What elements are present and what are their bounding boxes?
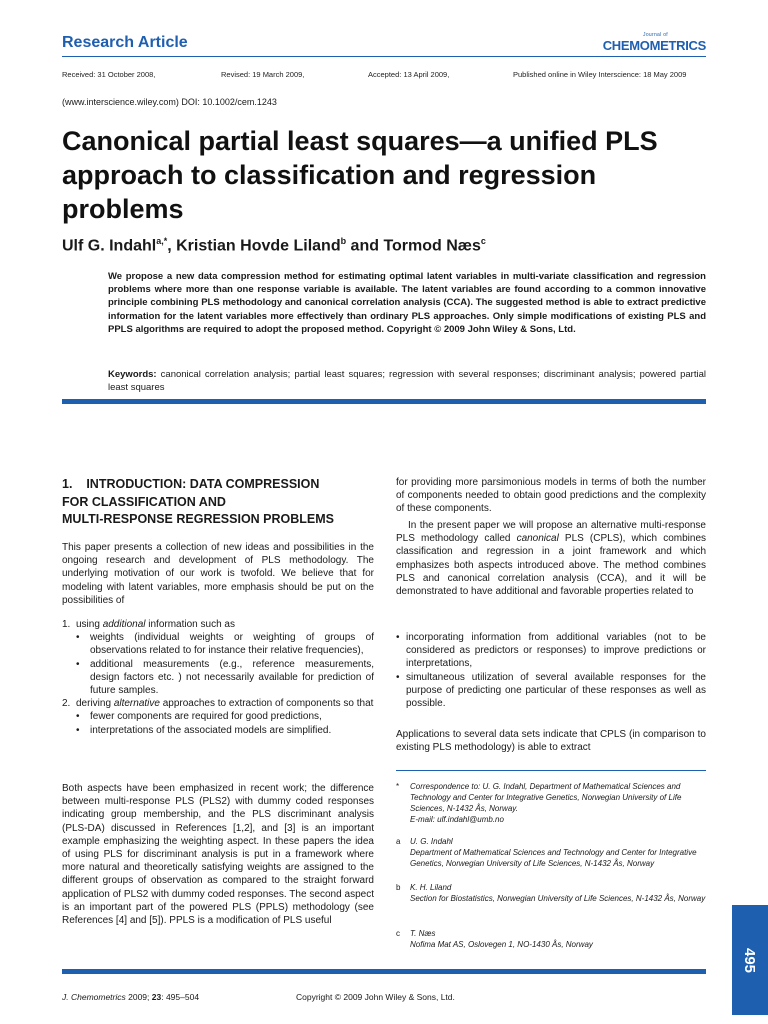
footnote-affiliation-b <box>396 882 706 904</box>
author-3-affiliation: c <box>480 236 486 246</box>
citation-pages: : 495–504 <box>161 992 200 1002</box>
journal-logo-name: CHEMOMETRICS <box>602 38 706 53</box>
list-subitem: • additional measurements (e.g., reference measurements, design factors etc. ) not necessarily available for prediction of future samples. <box>76 658 374 697</box>
footnote-rule <box>396 770 706 771</box>
footer-citation <box>62 992 199 1002</box>
right-paragraph-2 <box>396 519 706 598</box>
keywords-text: canonical correlation analysis; partial least squares; regression with several responses; discriminant analysis; powered partial least squares <box>108 369 706 394</box>
author-2-affiliation: b <box>340 236 347 246</box>
article-title: Canonical partial least squares—a unified PLS approach to classification and regression problems <box>62 126 658 224</box>
list-item: • incorporating information from additional variables (not to be considered as predictors or responses) to improve predictions or interpretations, <box>396 632 706 670</box>
author-2: Kristian Hovde Liland <box>176 237 341 255</box>
list-item: 1. using additional information such as <box>62 619 235 630</box>
numbered-list <box>62 618 374 737</box>
list-item-emphasis: additional <box>102 619 146 630</box>
date-accepted: Accepted: 13 April 2009, <box>368 70 450 79</box>
author-1-affiliation: a,* <box>156 236 168 246</box>
footnote-mark: b <box>396 883 401 892</box>
footnote-email[interactable]: E-mail: ulf.indahl@umb.no <box>410 815 504 824</box>
section-heading-line: MULTI-RESPONSE REGRESSION PROBLEMS <box>62 512 335 526</box>
keywords <box>108 368 706 394</box>
footnote-mark: * <box>396 782 400 791</box>
list-item-emphasis: alternative <box>113 698 160 710</box>
section-heading-line: 1. INTRODUCTION: DATA COMPRESSION <box>62 477 320 491</box>
list-item-text: incorporating information from additional variables (not to be considered as predictors or responses) to improve predictions or interpretations, <box>406 632 706 670</box>
list-item-text: simultaneous utilization of several available responses for the purpose of predicting one particular of these responses as well as possible. <box>406 671 706 710</box>
list-subitem-text: interpretations of the associated models are simplified. <box>90 724 332 736</box>
list-subitem: • weights (individual weights or weighting of groups of observations related to for instance their relative frequencies), <box>76 632 374 657</box>
footnote-affiliation-a <box>396 836 706 869</box>
list-item-text: using <box>76 619 103 630</box>
right-paragraph-1: for providing more parsimonious models in terms of both the number of components needed to obtain good predictions and the complexity of these components. <box>396 477 706 515</box>
list-item-text: deriving <box>76 698 114 710</box>
section-heading-line: FOR CLASSIFICATION AND <box>62 494 226 509</box>
date-revised: Revised: 19 March 2009, <box>221 70 305 79</box>
doi-line[interactable]: (www.interscience.wiley.com) DOI: 10.1002/cem.1243 <box>62 97 277 107</box>
date-received: Received: 31 October 2008, <box>62 70 156 79</box>
right-paragraph-3: Applications to several data sets indicate that CPLS (in comparison to existing PLS methodology) is able to extract <box>396 729 706 754</box>
list-subitem-text: additional measurements (e.g., reference measurements, design factors etc. ) not necessarily available for prediction of future samples. <box>90 658 374 697</box>
author-separator: , <box>167 237 177 255</box>
footnote-text: Section for Biostatistics, Norwegian University of Life Sciences, N-1432 Ås, Norway <box>410 894 706 903</box>
footnote-text: Department of Mathematical Sciences and Technology and Center for Integrative Genetics, Norwegian University of Life Sciences, N-1432 Ås, Norway <box>410 848 697 868</box>
page-number <box>732 940 768 980</box>
keywords-label: Keywords: <box>108 369 157 380</box>
list-subitem: • interpretations of the associated models are simplified. <box>76 724 332 736</box>
page-number-text: 495 <box>741 947 759 973</box>
footnote-name: T. Næs <box>410 929 436 938</box>
paragraph-emphasis: canonical <box>516 533 559 545</box>
author-list <box>62 236 486 255</box>
footer-rule <box>62 969 706 974</box>
list-subitem-text: weights (individual weights or weighting of groups of observations related to for instance their relative frequencies), <box>90 632 374 657</box>
footnote-affiliation-c <box>396 928 706 950</box>
intro-paragraph-1: This paper presents a collection of new ideas and possibilities in the ongoing research and development of PLS methodology. The underlying motivation of our work is twofold. We believe that for modeling with latent variables, more emphasis should be put on the possibilities of <box>62 542 374 606</box>
section-type: Research Article <box>62 34 188 51</box>
journal-logo-small: Journal of <box>643 32 668 38</box>
section-heading <box>62 476 374 529</box>
journal-name: J. Chemometrics <box>62 992 126 1002</box>
list-subitem-text: fewer components are required for good predictions, <box>90 711 322 723</box>
footnote-text: Nofima Mat AS, Oslovegen 1, NO-1430 Ås, Norway <box>410 940 593 949</box>
footnote-mark: c <box>396 929 400 938</box>
footnote-correspondence <box>396 781 706 825</box>
list-item-text: information such as <box>145 619 235 630</box>
date-published: Published online in Wiley Interscience: 18 May 2009 <box>513 70 687 79</box>
list-item: 2. deriving alternative approaches to extraction of components so that <box>62 698 374 710</box>
author-1: Ulf G. Indahl <box>62 237 157 255</box>
footnote-name: U. G. Indahl <box>410 837 453 846</box>
footnote-name: K. H. Liland <box>410 883 452 892</box>
abstract: We propose a new data compression method for estimating optimal latent variables in multi-variate classification and regression problems where more than one response variable is available. The latent variables are found according to a common innovative principle combining PLS methodology and canonical correlation analysis (CCA). The suggested method is able to extract predictive information for the latent variables more effectively than ordinary PLS approaches. Only simple modifications of existing PLS and PPLS algorithms are required to adopt the proposed method. Copyright © 2009 John Wiley & Sons, Ltd. <box>108 271 706 335</box>
footnote-mark: a <box>396 837 401 846</box>
paragraph-text: PLS (CPLS), which combines classification and regression in a joint framework and which emphasizes both aspects introduced above. The method combines PLS and canonical correlation analysis (CCA), and it will be demonstrated to have additional and favorable properties related to <box>396 533 707 598</box>
journal-logo <box>603 33 706 54</box>
bullet-list <box>396 631 706 710</box>
author-3: Tormod Næs <box>383 237 481 255</box>
citation-volume: 23 <box>151 992 162 1002</box>
list-item: • simultaneous utilization of several available responses for the purpose of predicting one particular of these responses as well as possible. <box>396 671 706 710</box>
footnote-text: Correspondence to: U. G. Indahl, Department of Mathematical Sciences and Technology and Center for Integrative Genetics, Norwegian University of Life Sciences, N-1432 Ås, Norway. <box>410 782 682 813</box>
footer-copyright: Copyright © 2009 John Wiley & Sons, Ltd. <box>296 992 455 1002</box>
abstract-rule <box>62 399 706 404</box>
header-rule <box>62 56 706 57</box>
paragraph-text: In the present paper we will propose an alternative multi-response PLS methodology called <box>396 520 706 545</box>
intro-paragraph-2: Both aspects have been emphasized in recent work; the difference between multi-response PLS (PLS2) with dummy coded responses indicating group membership, and the PLS discriminant analysis (PLS-DA) discussed in References [1,2], and [3] is an important example emphasizing the weighting aspect. In these papers the idea of using PLS for discriminant analysis is put in a framework where more natural and theoretically satisfying weights are assigned to the different groups of observation as compared to the straight forward application of PLS2 with dummy coded responses. The second aspect is an important part of the powered PLS (PPLS) methodology (see References [4] and [5]). PPLS is a modification of PLS useful <box>62 783 374 927</box>
citation-year: 2009; <box>125 992 152 1002</box>
author-separator: and <box>346 237 384 255</box>
list-subitem: • fewer components are required for good predictions, <box>76 711 322 723</box>
list-item-text: approaches to extraction of components so that <box>159 698 374 710</box>
